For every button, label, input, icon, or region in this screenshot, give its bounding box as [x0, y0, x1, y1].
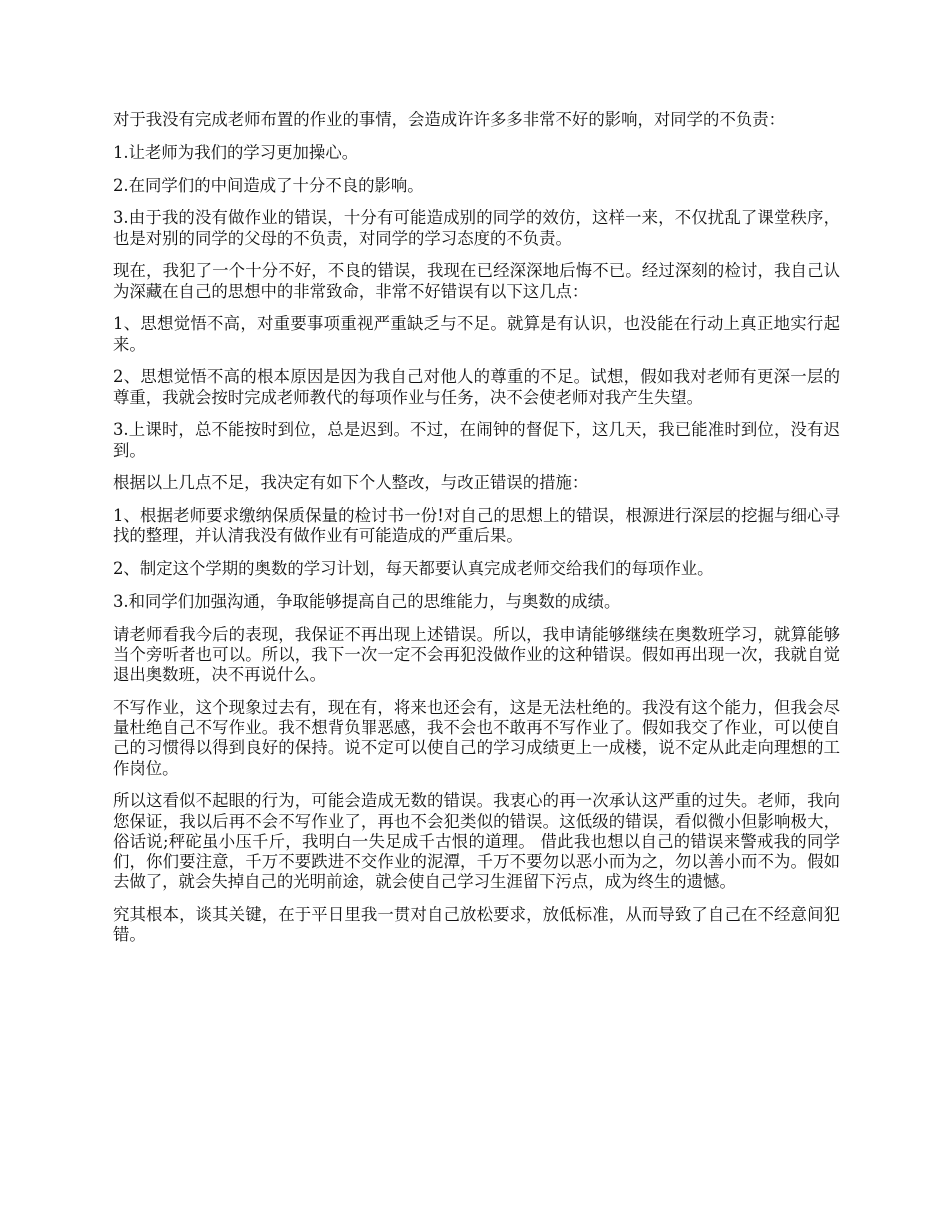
paragraph-impact-3: 3.由于我的没有做作业的错误，十分有可能造成别的同学的效仿，这样一来，不仅扰乱了课堂秩序，也是对别的同学的父母的不负责，对同学的学习态度的不负责。: [113, 208, 840, 248]
paragraph-fault-2: 2、思想觉悟不高的根本原因是因为我自己对他人的尊重的不足。试想，假如我对老师有更深一层的尊重，我就会按时完成老师教代的每项作业与任务，决不会使老师对我产生失望。: [113, 367, 840, 407]
paragraph-measures-intro: 根据以上几点不足，我决定有如下个人整改，与改正错误的措施：: [113, 473, 589, 493]
paragraph-measure-1: 1、根据老师要求缴纳保质保量的检讨书一份!对自己的思想上的错误，根源进行深层的挖掘与细心寻找的整理，并认清我没有做作业有可能造成的严重后果。: [113, 506, 840, 546]
paragraph-reflection: 现在，我犯了一个十分不好，不良的错误，我现在已经深深地后悔不已。经过深刻的检讨，我自己认为深藏在自己的思想中的非常致命，非常不好错误有以下这几点：: [113, 261, 840, 301]
document-body: [113, 110, 840, 958]
paragraph-measure-3: 3.和同学们加强沟通，争取能够提高自己的思维能力，与奥数的成绩。: [113, 591, 621, 611]
paragraph-intro: 对于我没有完成老师布置的作业的事情，会造成许许多多非常不好的影响，对同学的不负责：: [113, 110, 786, 129]
paragraph-fault-3: 3.上课时，总不能按时到位，总是迟到。不过，在闹钟的督促下，这几天，我已能准时到位，没有迟到。: [113, 420, 840, 460]
paragraph-fault-1: 1、思想觉悟不高，对重要事项重视严重缺乏与不足。就算是有认识，也没能在行动上真正地实行起来。: [113, 314, 840, 354]
paragraph-conclusion: 究其根本，谈其关键，在于平日里我一贯对自己放松要求，放低标准，从而导致了自己在不经意间犯错。: [113, 905, 840, 945]
paragraph-impact-1: 1.让老师为我们的学习更加操心。: [113, 142, 359, 162]
paragraph-homework: 不写作业，这个现象过去有，现在有，将来也还会有，这是无法杜绝的。我没有这个能力，但我会尽量杜绝自己不写作业。我不想背负罪恶感，我不会也不敢再不写作业了。假如我交了作业，可以使自己的习惯得以得到良好的保持。说不定可以使自己的学习成绩更上一成楼，说不定从此走向理想的工作岗位。: [113, 697, 840, 778]
paragraph-measure-2: 2、制定这个学期的奥数的学习计划，每天都要认真完成老师交给我们的每项作业。: [113, 559, 714, 579]
paragraph-request: 请老师看我今后的表现，我保证不再出现上述错误。所以，我申请能够继续在奥数班学习，就算能够当个旁听者也可以。所以，我下一次一定不会再犯没做作业的这种错误。假如再出现一次，我就自觉退出奥数班，决不再说什么。: [113, 624, 840, 685]
paragraph-impact-2: 2.在同学们的中间造成了十分不良的影响。: [113, 175, 424, 195]
paragraph-promise: 所以这看似不起眼的行为，可能会造成无数的错误。我衷心的再一次承认这严重的过失。老师，我向您保证，我以后再不会不写作业了，再也不会犯类似的错误。这低级的错误，看似微小但影响极大，俗话说;秤砣虽小压千斤，我明白一失足成千古恨的道理。 借此我也想以自己的错误来警戒我的同学们，你们要注意，千万不要跌进不交作业的泥潭，千万不要勿以恶小而为之，勿以善小而不为。假如去做了，就会失掉自己的光明前途，就会使自己学习生涯留下污点，成为终生的遗憾。: [113, 791, 840, 892]
